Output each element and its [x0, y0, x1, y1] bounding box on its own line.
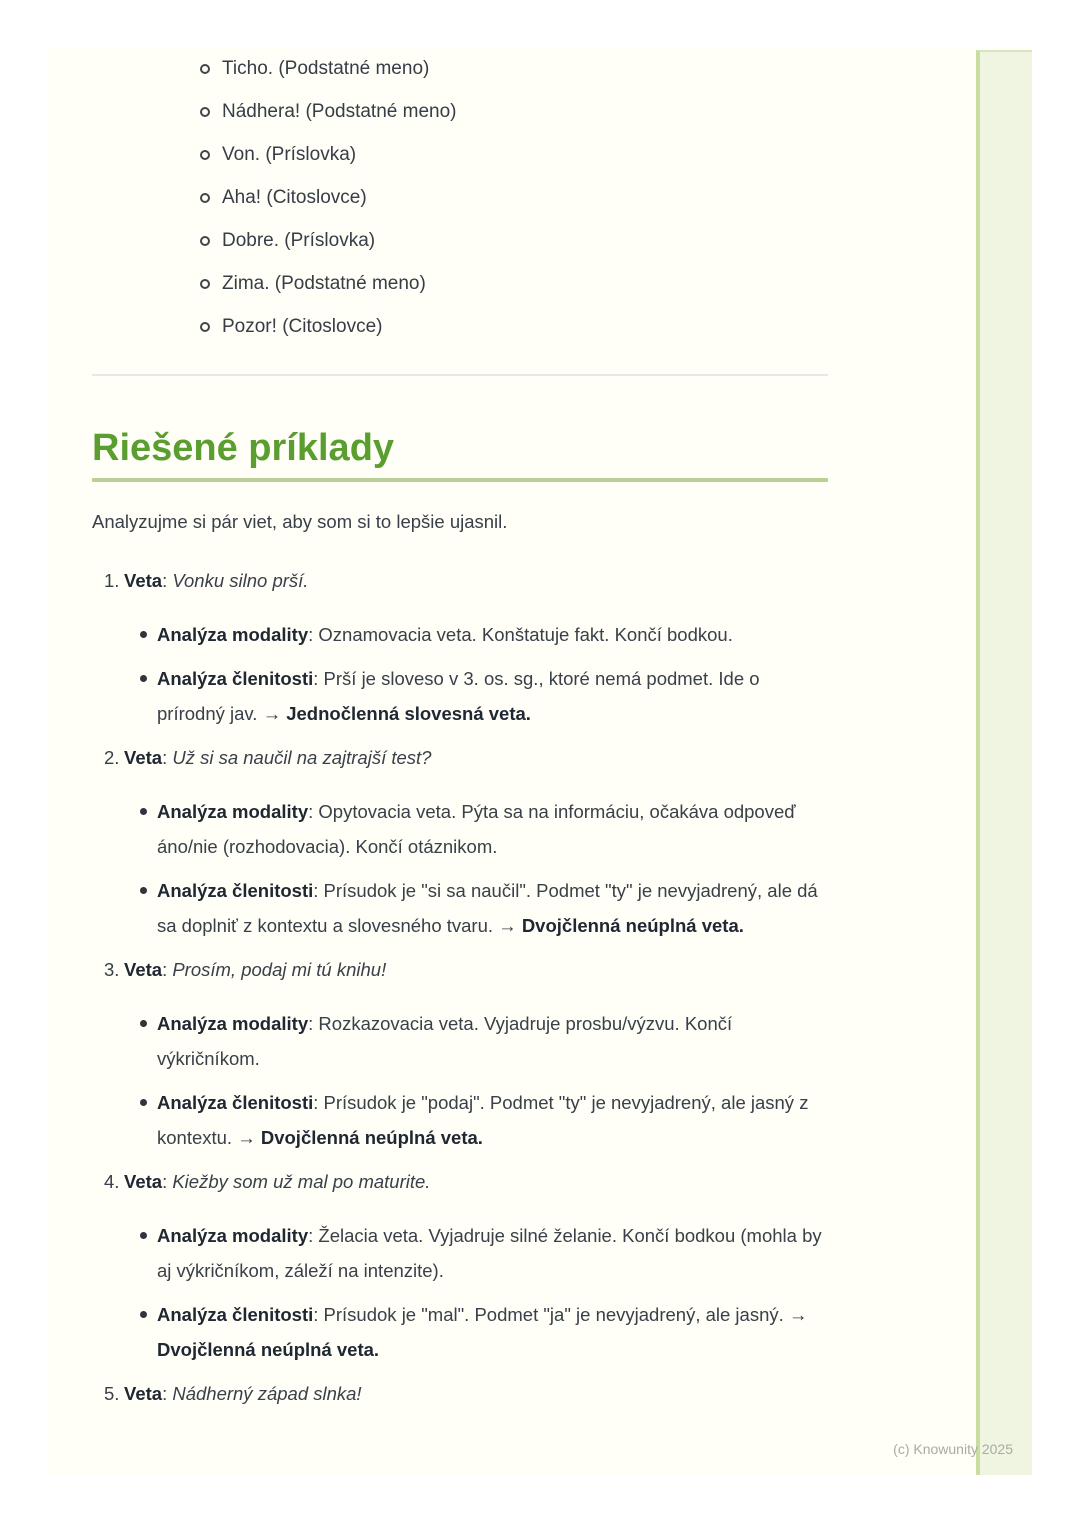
- example-number: 2.: [104, 747, 120, 768]
- analysis-label: Analýza členitosti: [157, 1092, 314, 1113]
- analysis-conclusion: Dvojčlenná neúplná veta.: [157, 1339, 380, 1360]
- analysis-conclusion: Jednočlenná slovesná veta.: [286, 703, 531, 724]
- bullet-dot-icon: [140, 808, 147, 815]
- colon-separator: :: [313, 880, 324, 901]
- veta-line: [92, 1164, 828, 1199]
- colon-separator: :: [162, 959, 173, 980]
- circle-bullet-icon: [200, 193, 210, 203]
- copyright-text: (c) Knowunity 2025: [893, 1441, 1013, 1457]
- bullet-dot-icon: [140, 631, 147, 638]
- analysis-text: Opytovacia veta. Pýta sa na informáciu, očakáva odpoveď áno/nie (rozhodovacia). Končí otáznikom.: [157, 801, 796, 857]
- intro-paragraph: Analyzujme si pár viet, aby som si to lepšie ujasnil.: [92, 511, 508, 532]
- example-item: [92, 563, 828, 731]
- analysis-label: Analýza členitosti: [157, 668, 314, 689]
- analysis-text: Prísudok je "podaj". Podmet "ty" je nevyjadrený, ale jasný z kontextu.: [157, 1092, 809, 1148]
- list-item-text: Pozor! (Citoslovce): [222, 316, 383, 337]
- arrow-separator: →: [493, 915, 522, 936]
- bullet-dot-icon: [140, 887, 147, 894]
- veta-sentence: Nádherný západ slnka!: [172, 1383, 362, 1404]
- example-item: [92, 952, 828, 1155]
- analysis-bullet: [92, 661, 828, 731]
- veta-line: [92, 740, 828, 775]
- analysis-text: Rozkazovacia veta. Vyjadruje prosbu/výzvu. Končí výkričníkom.: [157, 1013, 733, 1069]
- document-content: [92, 48, 828, 1411]
- list-item: [92, 228, 828, 254]
- analysis-conclusion: Dvojčlenná neúplná veta.: [521, 915, 744, 936]
- top-list: [92, 56, 828, 340]
- colon-separator: :: [162, 1171, 173, 1192]
- bullet-dot-icon: [140, 675, 147, 682]
- analysis-conclusion: Dvojčlenná neúplná veta.: [260, 1127, 483, 1148]
- analysis-bullet: [92, 794, 828, 864]
- analysis-label: Analýza členitosti: [157, 880, 314, 901]
- veta-sentence: Už si sa naučil na zajtrajší test?: [172, 747, 432, 768]
- list-item-text: Von. (Príslovka): [222, 144, 357, 165]
- analysis-bullet: [92, 1297, 828, 1367]
- green-side-strip: [976, 50, 1032, 1475]
- veta-label: Veta: [124, 747, 163, 768]
- colon-separator: :: [162, 747, 173, 768]
- bullet-dot-icon: [140, 1020, 147, 1027]
- list-item: [92, 56, 828, 82]
- colon-separator: :: [308, 624, 319, 645]
- analysis-text: Prísudok je "mal". Podmet "ja" je nevyjadrený, ale jasný.: [323, 1304, 784, 1325]
- example-number: 4.: [104, 1171, 120, 1192]
- veta-line: [92, 563, 828, 598]
- veta-label: Veta: [124, 1383, 163, 1404]
- list-item-text: Nádhera! (Podstatné meno): [222, 101, 457, 122]
- analysis-text: Oznamovacia veta. Konštatuje fakt. Končí bodkou.: [318, 624, 733, 645]
- list-item-text: Dobre. (Príslovka): [222, 230, 376, 251]
- list-item: [92, 314, 828, 340]
- section-divider: [92, 374, 828, 376]
- colon-separator: :: [313, 1092, 324, 1113]
- list-item: [92, 142, 828, 168]
- veta-label: Veta: [124, 959, 163, 980]
- colon-separator: :: [313, 1304, 324, 1325]
- analysis-label: Analýza členitosti: [157, 1304, 314, 1325]
- analysis-label: Analýza modality: [157, 1225, 309, 1246]
- example-item: [92, 1376, 828, 1411]
- arrow-separator: →: [783, 1304, 808, 1325]
- analysis-label: Analýza modality: [157, 624, 309, 645]
- analysis-text: Prší je sloveso v 3. os. sg., ktoré nemá podmet. Ide o prírodný jav.: [157, 668, 760, 724]
- examples-list: [92, 563, 828, 1411]
- list-item-text: Zima. (Podstatné meno): [222, 273, 426, 294]
- veta-sentence: Prosím, podaj mi tú knihu!: [172, 959, 387, 980]
- analysis-label: Analýza modality: [157, 1013, 309, 1034]
- analysis-text: Želacia veta. Vyjadruje silné želanie. Končí bodkou (mohla by aj výkričníkom, záleží na intenzite).: [157, 1225, 822, 1281]
- veta-sentence: Vonku silno prší.: [172, 570, 309, 591]
- veta-label: Veta: [124, 1171, 163, 1192]
- circle-bullet-icon: [200, 64, 210, 74]
- section-title: Riešené príklady: [92, 427, 395, 469]
- bullet-dot-icon: [140, 1311, 147, 1318]
- colon-separator: :: [308, 801, 319, 822]
- example-number: 1.: [104, 570, 120, 591]
- list-item: [92, 185, 828, 211]
- veta-sentence: Kiežby som už mal po maturite.: [172, 1171, 431, 1192]
- circle-bullet-icon: [200, 322, 210, 332]
- example-number: 5.: [104, 1383, 120, 1404]
- example-number: 3.: [104, 959, 120, 980]
- list-item: [92, 271, 828, 297]
- colon-separator: :: [313, 668, 324, 689]
- circle-bullet-icon: [200, 150, 210, 160]
- title-underline: [92, 478, 828, 482]
- colon-separator: :: [308, 1013, 319, 1034]
- circle-bullet-icon: [200, 279, 210, 289]
- analysis-bullet: [92, 1218, 828, 1288]
- example-item: [92, 740, 828, 943]
- veta-line: [92, 1376, 828, 1411]
- colon-separator: :: [162, 570, 173, 591]
- list-item: [92, 99, 828, 125]
- veta-label: Veta: [124, 570, 163, 591]
- colon-separator: :: [162, 1383, 173, 1404]
- analysis-bullet: [92, 873, 828, 943]
- bullet-dot-icon: [140, 1232, 147, 1239]
- example-item: [92, 1164, 828, 1367]
- veta-line: [92, 952, 828, 987]
- list-item-text: Ticho. (Podstatné meno): [222, 58, 430, 79]
- colon-separator: :: [308, 1225, 319, 1246]
- arrow-separator: →: [257, 703, 287, 724]
- circle-bullet-icon: [200, 236, 210, 246]
- analysis-text: Prísudok je "si sa naučil". Podmet "ty" je nevyjadrený, ale dá sa doplniť z kontextu a slovesného tvaru.: [157, 880, 818, 936]
- analysis-bullet: [92, 617, 828, 652]
- arrow-separator: →: [232, 1127, 261, 1148]
- analysis-bullet: [92, 1006, 828, 1076]
- analysis-label: Analýza modality: [157, 801, 309, 822]
- bullet-dot-icon: [140, 1099, 147, 1106]
- content-card: [48, 48, 1032, 1475]
- circle-bullet-icon: [200, 107, 210, 117]
- analysis-bullet: [92, 1085, 828, 1155]
- list-item-text: Aha! (Citoslovce): [222, 187, 367, 208]
